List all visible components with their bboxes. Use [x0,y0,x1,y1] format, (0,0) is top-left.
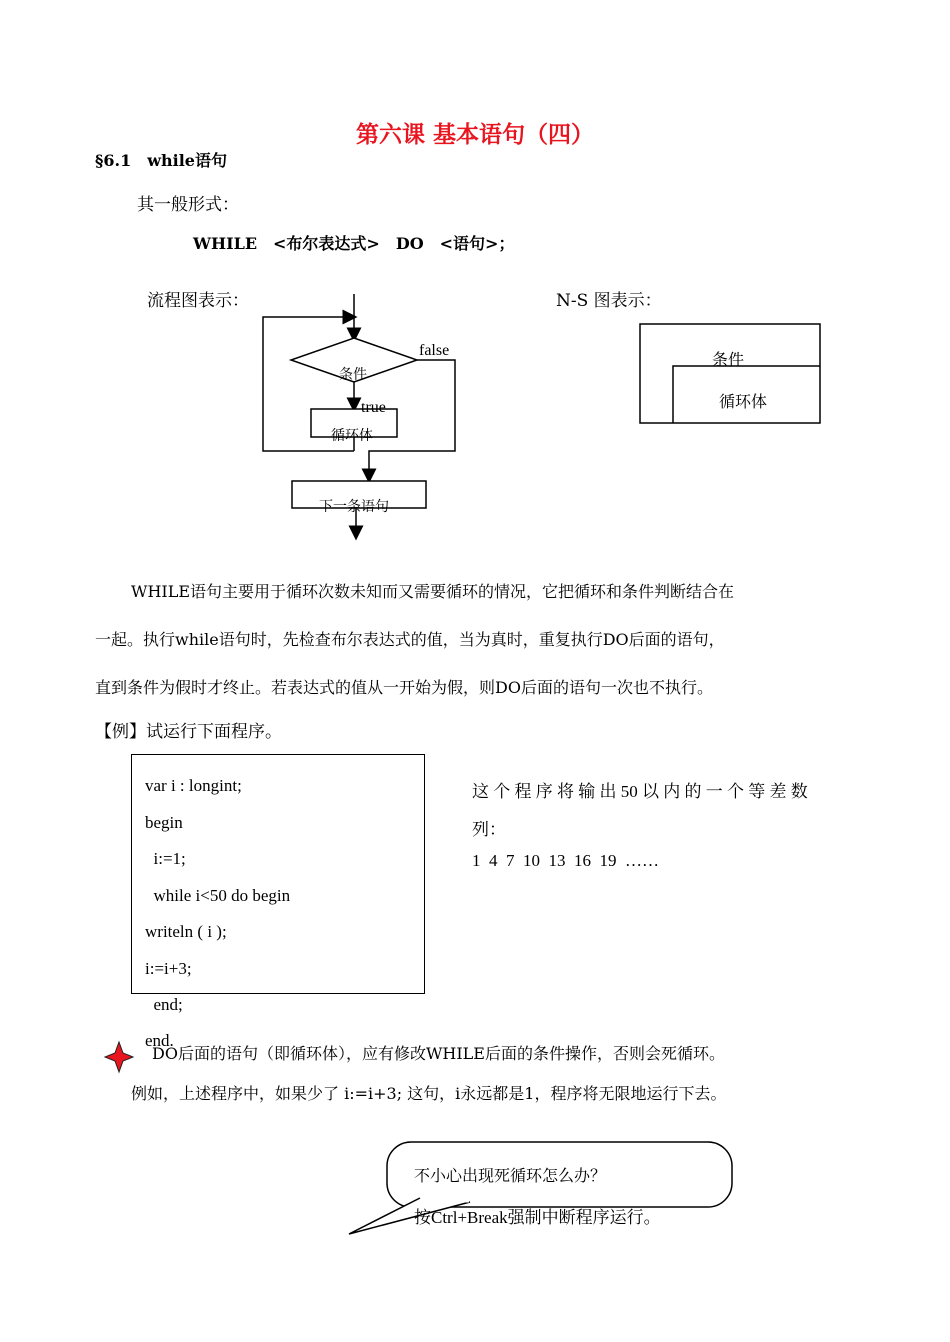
fc-next-label: 下一条语句 [319,499,389,515]
fc-body-label: 循环体 [331,428,373,444]
output-description: 这 个 程 序 将 输 出 50 以 内 的 一 个 等 差 数 [472,782,808,801]
example-label: 【例】试运行下面程序。 [95,722,282,742]
output-description-cont: 列： [472,820,506,839]
ns-body-label: 循环体 [719,392,768,411]
code-line: writeln ( i ); [145,922,227,941]
fc-false-label: false [419,342,450,359]
code-line: while i<50 do begin [145,886,291,905]
code-line: end; [145,995,183,1014]
paragraph-line-2: 一起。执行while语句时，先检查布尔表达式的值，当为真时，重复执行DO后面的语句， [95,630,725,649]
code-line: i:=i+3; [145,959,192,978]
ns-condition-label: 条件 [712,350,745,369]
code-line: i:=1; [145,849,186,868]
code-line: begin [145,813,183,832]
note-line-2: 例如，上述程序中，如果少了 i:=i+3; 这句，i永远都是1，程序将无限地运行下去。 [131,1084,727,1103]
callout-answer: 按Ctrl+Break强制中断程序运行。 [414,1208,661,1227]
fc-condition-label: 条件 [339,367,367,383]
output-sequence: 1 4 7 10 13 16 19 …… [472,851,659,870]
callout-question: 不小心出现死循环怎么办？ [414,1166,607,1185]
star-icon [105,1042,133,1072]
fc-true-label: true [361,399,386,416]
paragraph-line-3: 直到条件为假时才终止。若表达式的值从一开始为假，则DO后面的语句一次也不执行。 [95,678,713,697]
code-line: var i : longint; [145,776,242,795]
section-heading: §6.1 while语句 [95,151,227,170]
syntax-line: WHILE <布尔表达式> DO <语句>； [193,234,515,253]
page-title: 第六课 基本语句（四） [355,122,594,148]
note-line-1: DO后面的语句（即循环体），应有修改WHILE后面的条件操作，否则会死循环。 [152,1044,725,1063]
code-line: end. [145,1031,174,1050]
ns-label: N-S 图表示： [556,291,662,311]
paragraph-line-1: WHILE语句主要用于循环次数未知而又需要循环的情况，它把循环和条件判断结合在 [131,582,735,601]
flowchart-label: 流程图表示： [147,291,249,311]
general-form-label: 其一般形式： [137,195,239,215]
